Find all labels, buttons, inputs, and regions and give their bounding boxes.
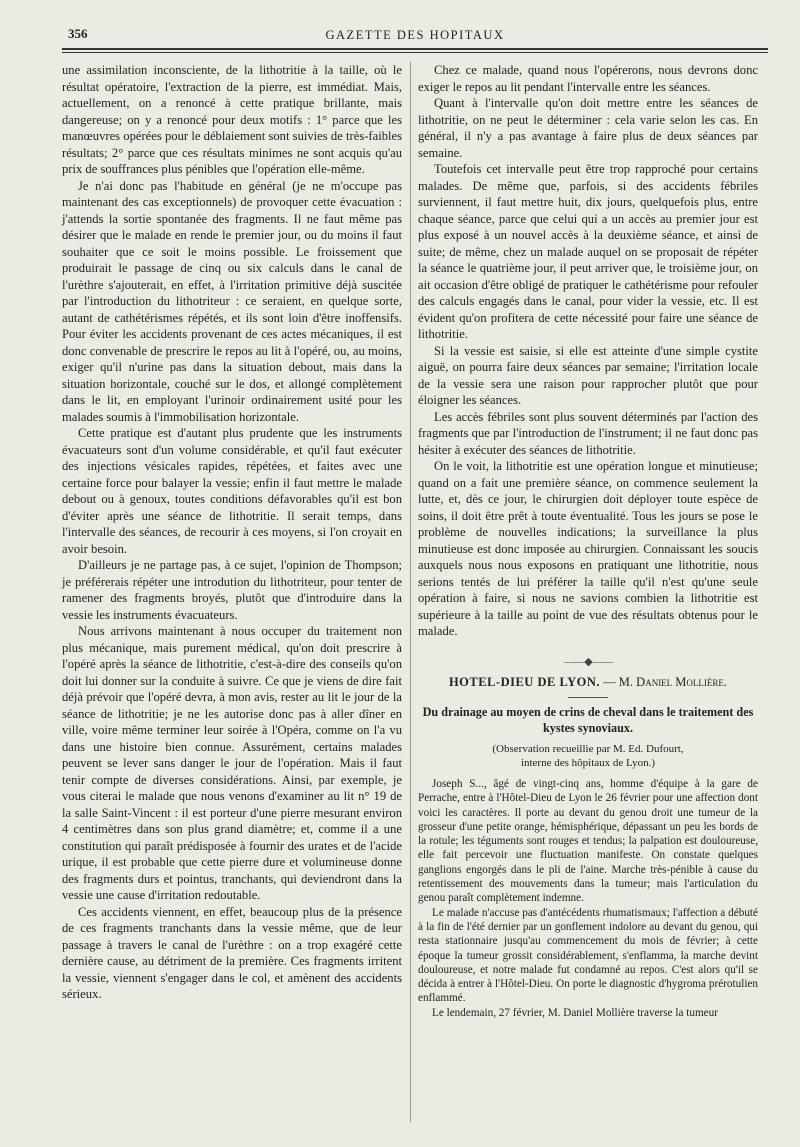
observation-credit <box>418 742 758 770</box>
section-author: — M. Daniel Mollière. <box>603 675 728 689</box>
paragraph: D'ailleurs je ne partage pas, à ce sujet, l'opinion de Thompson; je préférerais répéter une introdution du lithotriteur, pour tenter de ramener des fragments broyés, plutôt que d'introduire dans la vessie les instruments évacuateurs. <box>62 558 402 622</box>
paragraph: Cette pratique est d'autant plus prudente que les instruments évacuateurs sont d'un volume considérable, et qu'il faut exécuter des injections vésicales rapides, répétées, et faites avec une certaine force pour balayer la vessie; enfin il faut mettre le malade debout ou à genoux, toutes conditions défavorables qu'il est bon d'éviter après une séance de lithotritie. Il serait temps, dans l'intervalle des séances, de recourir à ces moyens, si l'on croyait en avoir besoin. <box>62 426 402 556</box>
left-column <box>62 62 402 1122</box>
hospital-section <box>418 655 758 1020</box>
hospital-name: HOTEL-DIEU DE LYON. <box>448 675 601 689</box>
paragraph: Toutefois cet intervalle peut être trop rapproché pour certains malades. De même que, parfois, si des accidents fébriles surviennent, il faut mettre huit, dix jours, quelquefois plus, entre chaque séance, parce que celui qui a un accès au premier jour est plus exposé à un nouvel accès à la deuxième séance, et ainsi de suite; de même, chez un malade auquel on se proposait de répéter la séance le quatrième jour, il peut arriver que, le troisième jour, on ait occasion d'être obligé de pratiquer le cathétérisme pour refouler des calculs engagés dans le canal, pour vider la vessie, etc. Il est évident qu'on profitera de cette nécessité pour faire une séance de lithotritie. <box>418 162 758 341</box>
paragraph: Nous arrivons maintenant à nous occuper du traitement non plus mécanique, mais purement médical, qu'on doit prescrire à l'opéré après la séance de lithotritie, c'est-à-dire des conseils qu'on doit lui donner sur la conduite à suivre. Ce que je viens de dire fait déjà prévoir que l'opéré devra, à mon avis, rester au lit le jour de la séance de lithotritie; je ne les autorise donc pas à aller dîner en ville, voire même terminer leur soirée à l'Opéra, comme on l'a vu dans une histoire bien connue. Assurément, certains malades peuvent se lever sans danger le jour de l'opération. Mais il faut tenir compte de diverses considérations. Ainsi, par exemple, je vous citerai le malade que nous venons d'examiner au lit n° 19 de la salle Saint-Vincent : il est porteur d'une pierre mesurant environ 4 centimètres dans son plus grand diamètre; et, comme il a une constitution qui paraît prédisposée à fournir des urates et de l'acide urique, il est probable que cette pierre dure et volumineuse donne des fragments durs et pointus, tranchants, qui deviendront dans la vessie une cause d'irritation redoutable. <box>62 624 402 902</box>
page-number: 356 <box>68 26 88 41</box>
paragraph: Le lendemain, 27 février, M. Daniel Mollière traverse la tumeur <box>432 1006 718 1019</box>
paragraph: une assimilation inconsciente, de la lithotritie à la taille, où le résultat opératoire, l'extraction de la pierre, est immédiat. Mais, actuellement, on a renoncé à cette pratique brillante, mais dangereuse; on y a renoncé pour deux motifs : 1° parce que les manœuvres opérées pour le déblaiement sont suivies de très-faibles résultats; 2° parce que ces résultats minimes ne sont acquis qu'au prix de souffrances plus pénibles que l'opération elle-même. <box>62 63 402 176</box>
page-header <box>62 26 768 46</box>
short-rule <box>568 697 608 698</box>
journal-title: GAZETTE DES HOPITAUX <box>325 28 505 42</box>
paragraph: Je n'ai donc pas l'habitude en général (je ne m'occupe pas maintenant des cas exceptionnels) de provoquer cette évacuation : j'attends la sortie spontanée des fragments. Il ne faut même pas désirer que le malade en rende le premier jour, ou du moins il faut souhaiter que ce soit le moins possible. Le froissement que produirait le passage de cinq ou six calculs dans le canal de l'urèthre s'ajouterait, en effet, à l'irritation primitive déjà suscitée par l'introduction du lithotriteur : ce seraient, en quelque sorte, autant de cathétérismes répétés, et ils sont loin d'être inoffensifs. Pour éviter les accidents provenant de ces actes mécaniques, il est donc convenable de prescrire le repos au lit à l'opéré, ou, au moins, exiger qu'il n'urine pas dans la situation debout, mais dans la situation horizontale, couché sur le dos, et allongé complètement dans le lit, en employant l'urinoir ordinairement usité pour les malades soumis à l'immobilisation horizontale. <box>62 178 402 424</box>
observation-text <box>418 777 758 1020</box>
paragraph: Quant à l'intervalle qu'on doit mettre entre les séances de lithotritie, on ne peut le déterminer : cela varie selon les cas. En général, il n'y a pas avantage à faire plus de deux séances par semaine. <box>418 96 758 160</box>
paragraph: Les accès fébriles sont plus souvent déterminés par l'action des fragments que par l'introduction de l'instrument; il ne faut donc pas hésiter à exécuter des séances de lithotritie. <box>418 409 758 457</box>
paragraph: Joseph S..., âgé de vingt-cinq ans, homme d'équipe à la gare de Perrache, entre à l'Hôtel-Dieu de Lyon le 26 février pour une affection dont voici les caractères. Il porte au devant du genou droit une tumeur de la grosseur d'une petite orange, hémisphérique, dépassant un peu les bords de la rotule; les téguments sont rouges et tendus; la palpation est douloureuse, elle fait percevoir une fluctuation manifeste. On constate quelques ganglions engorgés dans le pli de l'aine. Marche très-pénible à cause du retentissement des mouvements dans la tumeur; mais l'articulation du genou paraît complètement indemne. <box>418 778 758 905</box>
section-heading <box>418 675 758 690</box>
ornament-divider: ——◆—— <box>564 656 612 668</box>
paragraph: On le voit, la lithotritie est une opération longue et minutieuse; quand on a fait une première séance, on commence seulement la lutte, et, dès ce jour, le chirurgien doit déployer toute espèce de soins, il doit être prêt à toute éventualité. Tous les jours se pose le problème de nouvelles indications; la surveillance la plus minutieuse est donc imposée au chirurgien. Connaissant les soucis auxquels nous nous exposons en pratiquant une lithotritie, nous serions tentés de lui préférer la taille qu'il n'est qu'une seule opération à faire, si nous ne savions combien la lithotritie est supérieure à la taille au point de vue des résultats obtenus pour le malade. <box>418 459 758 638</box>
paragraph: Le malade n'accuse pas d'antécédents rhumatismaux; l'affection a débuté à la fin de l'été dernier par un gonflement indolore au devant du genou, qui resta stationnaire jusqu'au commencement du mois de février; à cette époque la tumeur grossit considérablement, s'enflamma, la marche devint douloureuse, et notre malade fut condamné au repos. C'est alors qu'il se décida à entrer à l'Hôtel-Dieu. On porte le diagnostic d'hygroma prérotulien enflammé. <box>418 906 758 1005</box>
header-rule <box>62 48 768 53</box>
column-divider <box>410 62 411 1122</box>
observation-line: interne des hôpitaux de Lyon.) <box>520 757 656 769</box>
paragraph: Ces accidents viennent, en effet, beaucoup plus de la présence de ces fragments tranchants dans la vessie même, que de leur passage à travers le canal de l'urèthre : on a trop exagéré cette dernière cause, au détriment de la première. Ces fragments irritent la vessie, viennent s'engager dans le col, et amènent des accidents sérieux. <box>62 904 402 1001</box>
observation-line: (Observation recueillie par M. Ed. Dufourt, <box>492 743 684 755</box>
paragraph: Si la vessie est saisie, si elle est atteinte d'une simple cystite aiguë, on pourra faire deux séances par semaine; l'irritation locale de la vessie sera une raison pour rapprocher plutôt que pour éloigner les séances. <box>418 343 758 407</box>
article-title: Du drainage au moyen de crins de cheval dans le traitement des kystes synoviaux. <box>422 705 754 735</box>
paragraph: Chez ce malade, quand nous l'opérerons, nous devrons donc exiger le repos au lit pendant l'intervalle entre les séances. <box>418 63 758 94</box>
